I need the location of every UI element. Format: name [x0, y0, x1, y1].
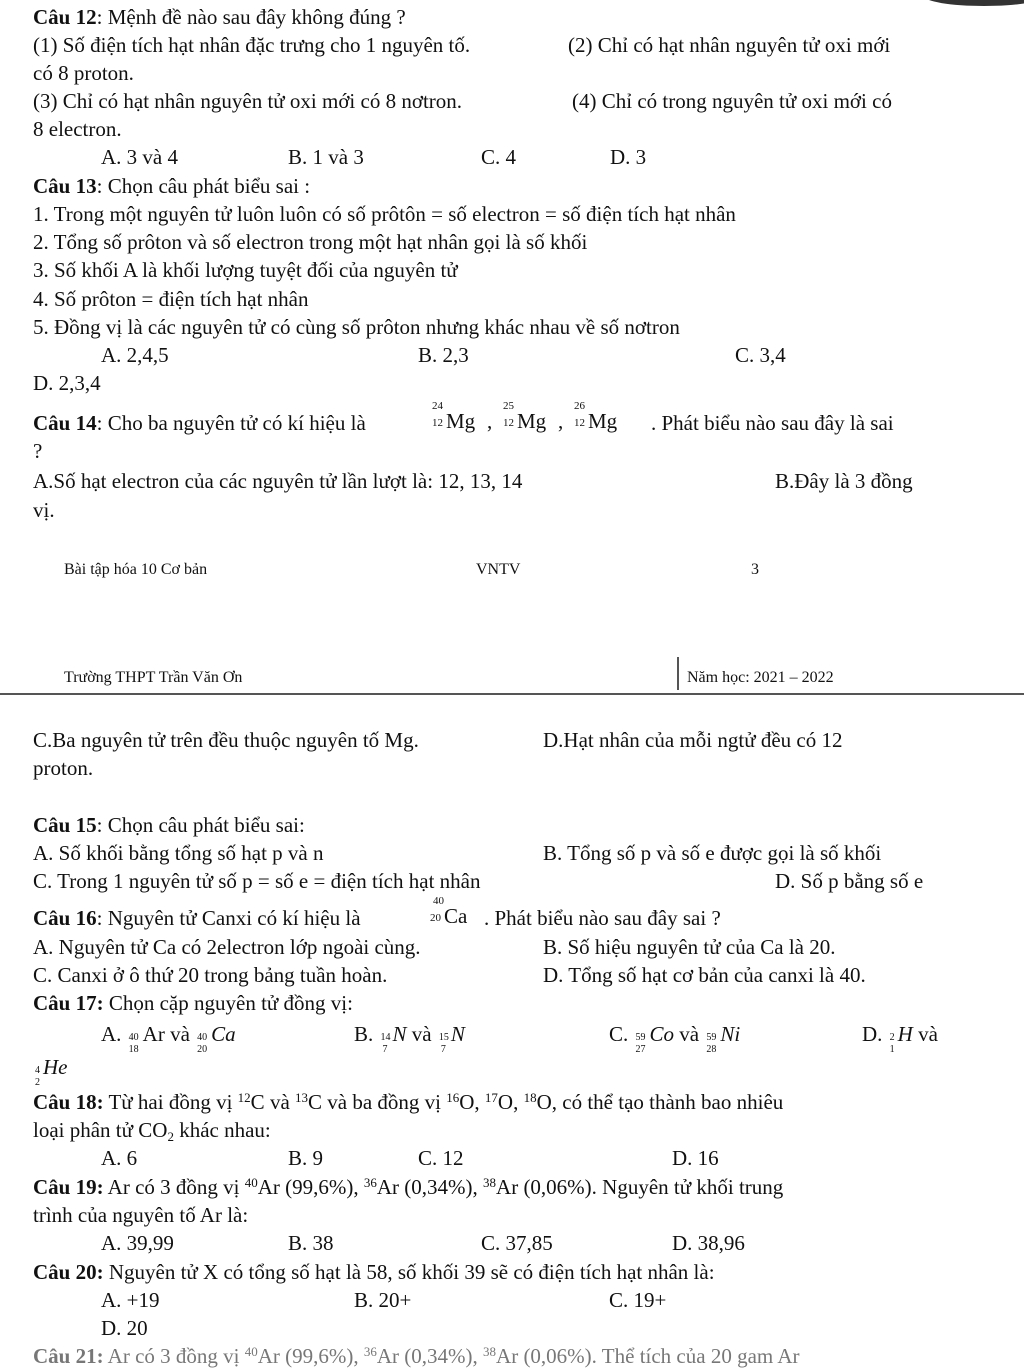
q16-option-d: D. Tổng số hạt cơ bản của canxi là 40. [543, 963, 866, 987]
q13-title: Câu 13: Chọn câu phát biểu sai : [33, 174, 311, 198]
page-gap [0, 600, 1024, 640]
q14-option-b: B.Đây là 3 đồng [775, 469, 913, 493]
header-rule [0, 693, 1024, 695]
q14-option-c: C.Ba nguyên tử trên đều thuộc nguyên tố Mg. [33, 728, 419, 752]
q16-option-a: A. Nguyên tử Ca có 2electron lớp ngoài cùng. [33, 935, 421, 959]
footer-page-number: 3 [751, 561, 759, 578]
q17-option-d-cont: 4 2 He [35, 1055, 68, 1088]
q13-statement-5: 5. Đồng vị là các nguyên tử có cùng số prôton nhưng khác nhau về số nơtron [33, 315, 680, 339]
q15-option-a: A. Số khối bằng tổng số hạt p và n [33, 841, 324, 865]
q13-option-d: D. 2,3,4 [33, 371, 101, 395]
q12-statement-3: (3) Chỉ có hạt nhân nguyên tử oxi mới có 8 nơtron. [33, 89, 463, 113]
q13-option-c: C. 3,4 [735, 343, 786, 367]
header-divider [677, 657, 679, 690]
q15-option-d: D. Số p bằng số e [775, 869, 924, 893]
footer-left: Bài tập hóa 10 Cơ bản [64, 561, 208, 578]
q19-option-a: A. 39,99 [101, 1231, 174, 1255]
q12-statement-1: (1) Số điện tích hạt nhân đặc trưng cho 1 nguyên tố. [33, 33, 471, 57]
q12-statement-4-cont: 8 electron. [33, 117, 122, 141]
q15-option-b: B. Tổng số p và số e được gọi là số khối [543, 841, 882, 865]
q16-option-b: B. Số hiệu nguyên tử của Ca là 20. [543, 935, 836, 959]
q13-statement-2: 2. Tổng số prôton và số electron trong một hạt nhân gọi là số khối [33, 230, 588, 254]
q16-option-c: C. Canxi ở ô thứ 20 trong bảng tuần hoàn. [33, 963, 388, 987]
q19-option-d: D. 38,96 [672, 1231, 745, 1255]
q12-statement-2-cont: có 8 proton. [33, 61, 134, 85]
q20-title: Câu 20: Nguyên tử X có tổng số hạt là 58, số khối 39 sẽ có điện tích hạt nhân là: [33, 1260, 715, 1284]
q18-option-d: D. 16 [672, 1146, 719, 1170]
q18-title: Câu 18: Từ hai đồng vị $^{12}$C và $^{13}$C và ba đồng vị $^{16}$O, $^{17}$O, $^{18}$O, có thể tạo thành bao nhiêu [33, 1090, 784, 1114]
q12-title: Câu 12: Mệnh đề nào sau đây không đúng ? [33, 5, 406, 29]
q17-option-d: D. 2 1 H và [862, 1022, 938, 1055]
q12-option-a: A. 3 và 4 [101, 145, 178, 169]
q12-statement-2: (2) Chỉ có hạt nhân nguyên tử oxi mới [568, 33, 891, 57]
q19-title: Câu 19: Ar có 3 đồng vị $^{40}$Ar (99,6%), $^{36}$Ar (0,34%), $^{38}$Ar (0,06%). Nguyên tử khối trung [33, 1175, 784, 1199]
q19-line-2: trình của nguyên tố Ar là: [33, 1203, 249, 1227]
q18-line-2: loại phân tử $CO_2$ khác nhau: [33, 1118, 271, 1144]
q14-option-a: A.Số hạt electron của các nguyên tử lần lượt là: 12, 13, 14 [33, 469, 523, 493]
q19-option-c: C. 37,85 [481, 1231, 553, 1255]
q16-title-tail: . Phát biểu nào sau đây sai ? [484, 906, 721, 930]
photo-corner-shadow [924, 0, 1024, 6]
q20-option-a: A. +19 [101, 1288, 160, 1312]
q13-option-b: B. 2,3 [418, 343, 469, 367]
q12-option-c: C. 4 [481, 145, 517, 169]
q14-title: Câu 14: Cho ba nguyên tử có kí hiệu là [33, 411, 366, 435]
q13-option-a: A. 2,4,5 [101, 343, 169, 367]
footer-center: VNTV [476, 561, 521, 578]
q17-title: Câu 17: Chọn cặp nguyên tử đồng vị: [33, 991, 353, 1015]
q15-option-c: C. Trong 1 nguyên tử số p = số e = điện tích hạt nhân [33, 869, 481, 893]
q18-option-a: A. 6 [101, 1146, 138, 1170]
q14-option-b-cont: vị. [33, 498, 55, 522]
q18-option-b: B. 9 [288, 1146, 324, 1170]
q17-option-b: B. 14 7 N và 15 7 N [354, 1022, 465, 1055]
q14-option-d: D.Hạt nhân của mỗi ngtử đều có 12 [543, 728, 843, 752]
q14-title-tail: . Phát biểu nào sau đây là sai [651, 411, 894, 435]
q19-option-b: B. 38 [288, 1231, 334, 1255]
q18-option-c: C. 12 [418, 1146, 464, 1170]
q20-option-c: C. 19+ [609, 1288, 667, 1312]
q14-option-d-cont: proton. [33, 756, 94, 780]
q20-option-b: B. 20+ [354, 1288, 412, 1312]
q12-option-d: D. 3 [610, 145, 647, 169]
q16-title: Câu 16: Nguyên tử Canxi có kí hiệu là [33, 906, 361, 930]
q13-statement-1: 1. Trong một nguyên tử luôn luôn có số prôtôn = số electron = số điện tích hạt nhân [33, 202, 736, 226]
q15-title: Câu 15: Chọn câu phát biểu sai: [33, 813, 305, 837]
q17-option-a: A. 40 18 Ar và 40 20 Ca [101, 1022, 236, 1055]
q13-statement-3: 3. Số khối A là khối lượng tuyệt đối của nguyên tử [33, 258, 458, 282]
q13-statement-4: 4. Số prôton = điện tích hạt nhân [33, 287, 309, 311]
header-school-year: Năm học: 2021 – 2022 [687, 669, 834, 686]
q12-statement-4: (4) Chỉ có trong nguyên tử oxi mới có [572, 89, 892, 113]
q12-option-b: B. 1 và 3 [288, 145, 364, 169]
header-school: Trường THPT Trần Văn Ơn [64, 669, 243, 686]
q20-option-d: D. 20 [101, 1316, 148, 1340]
q14-question-mark: ? [33, 439, 43, 463]
q21-title-cut: Câu 21: Ar có 3 đồng vị $^{40}$Ar (99,6%), $^{36}$Ar (0,34%), $^{38}$Ar (0,06%). Thể tích của 20 gam Ar [33, 1344, 800, 1368]
q17-option-c: C. 59 27 Co và 59 28 Ni [609, 1022, 741, 1055]
